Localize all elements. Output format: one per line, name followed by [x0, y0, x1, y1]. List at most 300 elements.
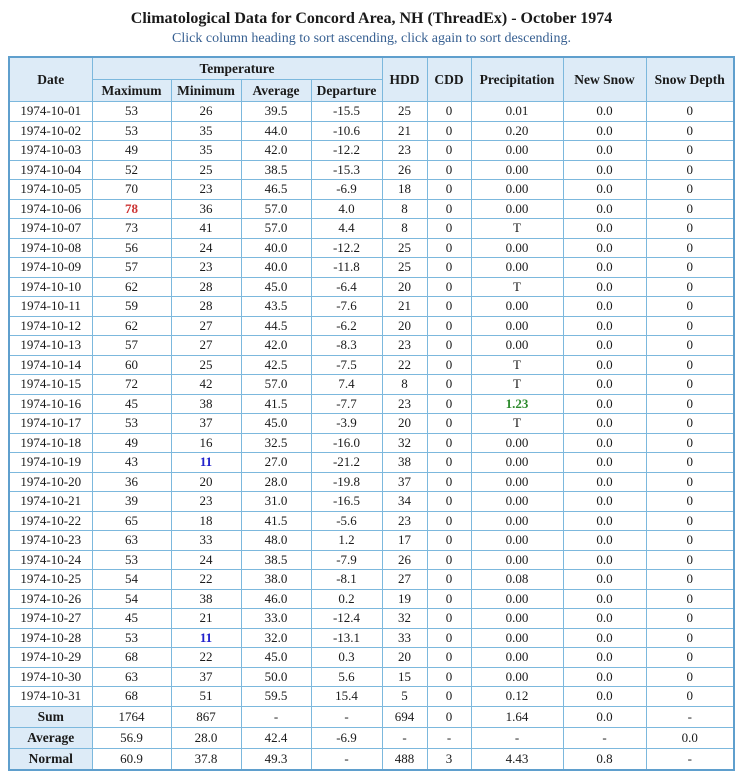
table-header: [9, 57, 734, 102]
cell-maximum: 56: [92, 238, 171, 258]
cell-snow-depth: 0: [646, 219, 734, 239]
cell-average: 43.5: [241, 297, 311, 317]
cell-departure: -: [311, 748, 382, 770]
cell-average: 40.0: [241, 258, 311, 278]
cell-departure: 0.2: [311, 589, 382, 609]
cell-average: 57.0: [241, 375, 311, 395]
column-header-cdd[interactable]: CDD: [427, 57, 471, 102]
cell-date: 1974-10-07: [9, 219, 92, 239]
cell-cdd: 0: [427, 336, 471, 356]
cell-precipitation: 0.00: [471, 589, 563, 609]
cell-new-snow: 0.0: [563, 375, 646, 395]
cell-new-snow: 0.0: [563, 199, 646, 219]
cell-snow-depth: 0: [646, 414, 734, 434]
cell-cdd: 0: [427, 375, 471, 395]
cell-departure: -10.6: [311, 121, 382, 141]
cell-precipitation: 0.08: [471, 570, 563, 590]
cell-cdd: 0: [427, 628, 471, 648]
cell-precipitation: 0.00: [471, 316, 563, 336]
cell-average: 42.0: [241, 141, 311, 161]
cell-precipitation: 1.64: [471, 706, 563, 727]
cell-cdd: 0: [427, 492, 471, 512]
cell-snow-depth: -: [646, 706, 734, 727]
cell-date: 1974-10-17: [9, 414, 92, 434]
cell-maximum: 60: [92, 355, 171, 375]
cell-date: 1974-10-23: [9, 531, 92, 551]
cell-average: 41.5: [241, 511, 311, 531]
cell-maximum: 39: [92, 492, 171, 512]
cell-new-snow: 0.0: [563, 258, 646, 278]
cell-maximum: 49: [92, 141, 171, 161]
cell-date: 1974-10-03: [9, 141, 92, 161]
cell-snow-depth: 0: [646, 628, 734, 648]
table-row: [9, 414, 734, 434]
cell-new-snow: 0.0: [563, 648, 646, 668]
cell-date: 1974-10-01: [9, 102, 92, 122]
cell-hdd: 8: [382, 199, 427, 219]
cell-precipitation: 0.00: [471, 609, 563, 629]
cell-new-snow: 0.0: [563, 472, 646, 492]
cell-cdd: 0: [427, 316, 471, 336]
cell-precipitation: 0.00: [471, 297, 563, 317]
cell-snow-depth: 0: [646, 492, 734, 512]
cell-minimum: 867: [171, 706, 241, 727]
cell-hdd: 25: [382, 258, 427, 278]
cell-cdd: 0: [427, 219, 471, 239]
cell-hdd: 21: [382, 297, 427, 317]
column-header-minimum[interactable]: Minimum: [171, 80, 241, 102]
cell-snow-depth: 0: [646, 238, 734, 258]
cell-date: 1974-10-19: [9, 453, 92, 473]
cell-new-snow: 0.0: [563, 180, 646, 200]
table-row: [9, 648, 734, 668]
cell-new-snow: 0.0: [563, 433, 646, 453]
climate-data-table: [8, 56, 735, 771]
cell-snow-depth: 0: [646, 511, 734, 531]
cell-maximum: 72: [92, 375, 171, 395]
cell-average: 39.5: [241, 102, 311, 122]
cell-hdd: 32: [382, 433, 427, 453]
cell-minimum: 21: [171, 609, 241, 629]
cell-average: 38.0: [241, 570, 311, 590]
cell-maximum: 54: [92, 589, 171, 609]
summary-label: Normal: [9, 748, 92, 770]
cell-precipitation: 0.00: [471, 511, 563, 531]
summary-row-normal: [9, 748, 734, 770]
cell-new-snow: 0.0: [563, 355, 646, 375]
cell-hdd: 488: [382, 748, 427, 770]
cell-departure: -6.4: [311, 277, 382, 297]
cell-average: 31.0: [241, 492, 311, 512]
cell-average: 42.0: [241, 336, 311, 356]
cell-new-snow: 0.0: [563, 628, 646, 648]
cell-new-snow: 0.0: [563, 609, 646, 629]
cell-cdd: 0: [427, 570, 471, 590]
cell-minimum: 24: [171, 550, 241, 570]
cell-precipitation: 0.00: [471, 667, 563, 687]
cell-minimum: 26: [171, 102, 241, 122]
cell-cdd: 0: [427, 394, 471, 414]
column-header-departure[interactable]: Departure: [311, 80, 382, 102]
cell-departure: -6.2: [311, 316, 382, 336]
cell-minimum: 33: [171, 531, 241, 551]
cell-minimum: 23: [171, 258, 241, 278]
cell-date: 1974-10-16: [9, 394, 92, 414]
cell-maximum: 54: [92, 570, 171, 590]
cell-departure: -8.1: [311, 570, 382, 590]
cell-hdd: 17: [382, 531, 427, 551]
cell-departure: -19.8: [311, 472, 382, 492]
cell-minimum: 28: [171, 297, 241, 317]
cell-departure: -12.2: [311, 141, 382, 161]
column-header-snow-depth[interactable]: Snow Depth: [646, 57, 734, 102]
table-row: [9, 687, 734, 707]
cell-cdd: 0: [427, 609, 471, 629]
cell-precipitation: T: [471, 414, 563, 434]
cell-date: 1974-10-26: [9, 589, 92, 609]
cell-minimum: 20: [171, 472, 241, 492]
cell-snow-depth: -: [646, 748, 734, 770]
cell-snow-depth: 0: [646, 589, 734, 609]
cell-minimum: 35: [171, 121, 241, 141]
cell-precipitation: 0.00: [471, 433, 563, 453]
cell-new-snow: 0.0: [563, 336, 646, 356]
cell-average: 40.0: [241, 238, 311, 258]
cell-cdd: 0: [427, 414, 471, 434]
cell-average: 44.5: [241, 316, 311, 336]
cell-hdd: 8: [382, 219, 427, 239]
cell-snow-depth: 0: [646, 648, 734, 668]
cell-cdd: 0: [427, 453, 471, 473]
cell-snow-depth: 0: [646, 433, 734, 453]
cell-precipitation: T: [471, 277, 563, 297]
cell-precipitation: 4.43: [471, 748, 563, 770]
table-row: [9, 394, 734, 414]
cell-cdd: 0: [427, 121, 471, 141]
table-row: [9, 570, 734, 590]
cell-minimum: 35: [171, 141, 241, 161]
cell-minimum: 16: [171, 433, 241, 453]
table-row: [9, 336, 734, 356]
cell-snow-depth: 0: [646, 141, 734, 161]
cell-precipitation: 0.12: [471, 687, 563, 707]
cell-departure: -3.9: [311, 414, 382, 434]
cell-date: 1974-10-12: [9, 316, 92, 336]
cell-date: 1974-10-22: [9, 511, 92, 531]
cell-cdd: 0: [427, 589, 471, 609]
cell-departure: -12.4: [311, 609, 382, 629]
cell-minimum: 28: [171, 277, 241, 297]
cell-date: 1974-10-11: [9, 297, 92, 317]
cell-hdd: 25: [382, 238, 427, 258]
cell-cdd: 0: [427, 141, 471, 161]
cell-departure: -7.7: [311, 394, 382, 414]
cell-minimum: 38: [171, 394, 241, 414]
cell-minimum: 11: [171, 628, 241, 648]
cell-departure: -6.9: [311, 727, 382, 748]
cell-precipitation: 0.00: [471, 258, 563, 278]
cell-hdd: 5: [382, 687, 427, 707]
cell-hdd: 23: [382, 394, 427, 414]
cell-average: 32.5: [241, 433, 311, 453]
cell-departure: -11.8: [311, 258, 382, 278]
cell-maximum: 78: [92, 199, 171, 219]
table-row: [9, 492, 734, 512]
cell-precipitation: T: [471, 219, 563, 239]
cell-hdd: 23: [382, 141, 427, 161]
cell-hdd: 20: [382, 316, 427, 336]
cell-departure: -13.1: [311, 628, 382, 648]
cell-departure: -15.3: [311, 160, 382, 180]
table-row: [9, 297, 734, 317]
cell-date: 1974-10-28: [9, 628, 92, 648]
cell-hdd: 21: [382, 121, 427, 141]
table-row: [9, 589, 734, 609]
cell-average: 45.0: [241, 414, 311, 434]
cell-average: 48.0: [241, 531, 311, 551]
cell-departure: -16.0: [311, 433, 382, 453]
cell-hdd: -: [382, 727, 427, 748]
cell-precipitation: 0.00: [471, 160, 563, 180]
cell-hdd: 23: [382, 511, 427, 531]
cell-maximum: 1764: [92, 706, 171, 727]
cell-maximum: 73: [92, 219, 171, 239]
cell-minimum: 23: [171, 492, 241, 512]
cell-departure: 1.2: [311, 531, 382, 551]
cell-cdd: 0: [427, 355, 471, 375]
cell-maximum: 63: [92, 667, 171, 687]
cell-average: 44.0: [241, 121, 311, 141]
cell-average: 42.5: [241, 355, 311, 375]
cell-snow-depth: 0: [646, 258, 734, 278]
cell-new-snow: 0.0: [563, 667, 646, 687]
cell-precipitation: 0.01: [471, 102, 563, 122]
cell-minimum: 42: [171, 375, 241, 395]
cell-maximum: 68: [92, 648, 171, 668]
cell-maximum: 53: [92, 102, 171, 122]
column-header-average[interactable]: Average: [241, 80, 311, 102]
cell-hdd: 18: [382, 180, 427, 200]
cell-precipitation: 0.00: [471, 180, 563, 200]
cell-cdd: 0: [427, 511, 471, 531]
cell-minimum: 36: [171, 199, 241, 219]
table-row: [9, 433, 734, 453]
cell-minimum: 28.0: [171, 727, 241, 748]
cell-maximum: 49: [92, 433, 171, 453]
cell-maximum: 63: [92, 531, 171, 551]
column-header-maximum[interactable]: Maximum: [92, 80, 171, 102]
cell-new-snow: 0.0: [563, 492, 646, 512]
cell-hdd: 23: [382, 336, 427, 356]
column-header-new-snow[interactable]: New Snow: [563, 57, 646, 102]
cell-maximum: 45: [92, 394, 171, 414]
cell-departure: -15.5: [311, 102, 382, 122]
cell-hdd: 22: [382, 355, 427, 375]
cell-new-snow: 0.0: [563, 219, 646, 239]
cell-hdd: 694: [382, 706, 427, 727]
cell-maximum: 65: [92, 511, 171, 531]
cell-hdd: 37: [382, 472, 427, 492]
cell-cdd: 0: [427, 258, 471, 278]
table-row: [9, 141, 734, 161]
cell-average: 50.0: [241, 667, 311, 687]
cell-minimum: 18: [171, 511, 241, 531]
cell-new-snow: 0.0: [563, 297, 646, 317]
cell-date: 1974-10-30: [9, 667, 92, 687]
cell-date: 1974-10-21: [9, 492, 92, 512]
cell-minimum: 51: [171, 687, 241, 707]
cell-snow-depth: 0: [646, 277, 734, 297]
cell-departure: -7.5: [311, 355, 382, 375]
cell-snow-depth: 0: [646, 180, 734, 200]
table-body: [9, 102, 734, 770]
cell-new-snow: 0.8: [563, 748, 646, 770]
cell-hdd: 20: [382, 414, 427, 434]
cell-precipitation: 0.00: [471, 453, 563, 473]
cell-average: 27.0: [241, 453, 311, 473]
summary-label: Average: [9, 727, 92, 748]
table-row: [9, 219, 734, 239]
column-group-temperature: Temperature: [92, 57, 382, 80]
cell-precipitation: T: [471, 375, 563, 395]
cell-departure: -7.9: [311, 550, 382, 570]
cell-hdd: 32: [382, 609, 427, 629]
cell-date: 1974-10-31: [9, 687, 92, 707]
cell-maximum: 43: [92, 453, 171, 473]
cell-new-snow: -: [563, 727, 646, 748]
summary-label: Sum: [9, 706, 92, 727]
cell-precipitation: 0.00: [471, 472, 563, 492]
cell-new-snow: 0.0: [563, 394, 646, 414]
cell-date: 1974-10-18: [9, 433, 92, 453]
cell-departure: -6.9: [311, 180, 382, 200]
cell-departure: -16.5: [311, 492, 382, 512]
cell-precipitation: 1.23: [471, 394, 563, 414]
cell-average: 46.5: [241, 180, 311, 200]
column-header-hdd[interactable]: HDD: [382, 57, 427, 102]
cell-snow-depth: 0.0: [646, 727, 734, 748]
cell-maximum: 53: [92, 121, 171, 141]
cell-date: 1974-10-14: [9, 355, 92, 375]
cell-average: 38.5: [241, 550, 311, 570]
cell-new-snow: 0.0: [563, 160, 646, 180]
cell-snow-depth: 0: [646, 667, 734, 687]
cell-cdd: 0: [427, 550, 471, 570]
cell-date: 1974-10-05: [9, 180, 92, 200]
table-row: [9, 609, 734, 629]
cell-date: 1974-10-27: [9, 609, 92, 629]
cell-cdd: 0: [427, 472, 471, 492]
cell-maximum: 56.9: [92, 727, 171, 748]
cell-snow-depth: 0: [646, 375, 734, 395]
cell-new-snow: 0.0: [563, 570, 646, 590]
cell-cdd: 0: [427, 706, 471, 727]
cell-snow-depth: 0: [646, 102, 734, 122]
cell-departure: -21.2: [311, 453, 382, 473]
table-row: [9, 472, 734, 492]
cell-minimum: 37: [171, 667, 241, 687]
cell-minimum: 22: [171, 648, 241, 668]
cell-snow-depth: 0: [646, 472, 734, 492]
cell-precipitation: T: [471, 355, 563, 375]
cell-departure: 7.4: [311, 375, 382, 395]
table-row: [9, 258, 734, 278]
cell-maximum: 59: [92, 297, 171, 317]
cell-date: 1974-10-24: [9, 550, 92, 570]
cell-average: 42.4: [241, 727, 311, 748]
cell-cdd: 0: [427, 102, 471, 122]
cell-departure: -5.6: [311, 511, 382, 531]
cell-cdd: 0: [427, 667, 471, 687]
cell-maximum: 68: [92, 687, 171, 707]
cell-hdd: 26: [382, 160, 427, 180]
cell-average: 46.0: [241, 589, 311, 609]
cell-date: 1974-10-25: [9, 570, 92, 590]
table-row: [9, 453, 734, 473]
cell-date: 1974-10-02: [9, 121, 92, 141]
cell-average: 45.0: [241, 277, 311, 297]
column-header-precipitation[interactable]: Precipitation: [471, 57, 563, 102]
cell-departure: 4.0: [311, 199, 382, 219]
cell-average: 41.5: [241, 394, 311, 414]
cell-snow-depth: 0: [646, 336, 734, 356]
cell-minimum: 25: [171, 160, 241, 180]
cell-new-snow: 0.0: [563, 687, 646, 707]
cell-precipitation: 0.00: [471, 238, 563, 258]
cell-departure: -12.2: [311, 238, 382, 258]
cell-cdd: 0: [427, 297, 471, 317]
cell-snow-depth: 0: [646, 570, 734, 590]
cell-minimum: 25: [171, 355, 241, 375]
cell-new-snow: 0.0: [563, 414, 646, 434]
cell-minimum: 23: [171, 180, 241, 200]
cell-maximum: 52: [92, 160, 171, 180]
cell-minimum: 37: [171, 414, 241, 434]
page-title: Climatological Data for Concord Area, NH (ThreadEx) - October 1974: [130, 10, 613, 27]
cell-hdd: 26: [382, 550, 427, 570]
cell-maximum: 70: [92, 180, 171, 200]
cell-average: 57.0: [241, 199, 311, 219]
cell-average: 49.3: [241, 748, 311, 770]
table-row: [9, 238, 734, 258]
cell-cdd: 0: [427, 160, 471, 180]
cell-average: 59.5: [241, 687, 311, 707]
cell-maximum: 53: [92, 414, 171, 434]
cell-minimum: 37.8: [171, 748, 241, 770]
cell-snow-depth: 0: [646, 453, 734, 473]
column-header-date[interactable]: Date: [9, 57, 92, 102]
table-row: [9, 277, 734, 297]
cell-new-snow: 0.0: [563, 316, 646, 336]
cell-minimum: 27: [171, 316, 241, 336]
table-row: [9, 667, 734, 687]
cell-date: 1974-10-08: [9, 238, 92, 258]
cell-hdd: 27: [382, 570, 427, 590]
cell-date: 1974-10-09: [9, 258, 92, 278]
cell-snow-depth: 0: [646, 355, 734, 375]
cell-maximum: 53: [92, 628, 171, 648]
cell-average: 45.0: [241, 648, 311, 668]
cell-hdd: 25: [382, 102, 427, 122]
summary-row-sum: [9, 706, 734, 727]
cell-snow-depth: 0: [646, 316, 734, 336]
cell-precipitation: 0.00: [471, 628, 563, 648]
cell-cdd: -: [427, 727, 471, 748]
cell-new-snow: 0.0: [563, 277, 646, 297]
cell-hdd: 19: [382, 589, 427, 609]
cell-date: 1974-10-04: [9, 160, 92, 180]
cell-departure: 15.4: [311, 687, 382, 707]
